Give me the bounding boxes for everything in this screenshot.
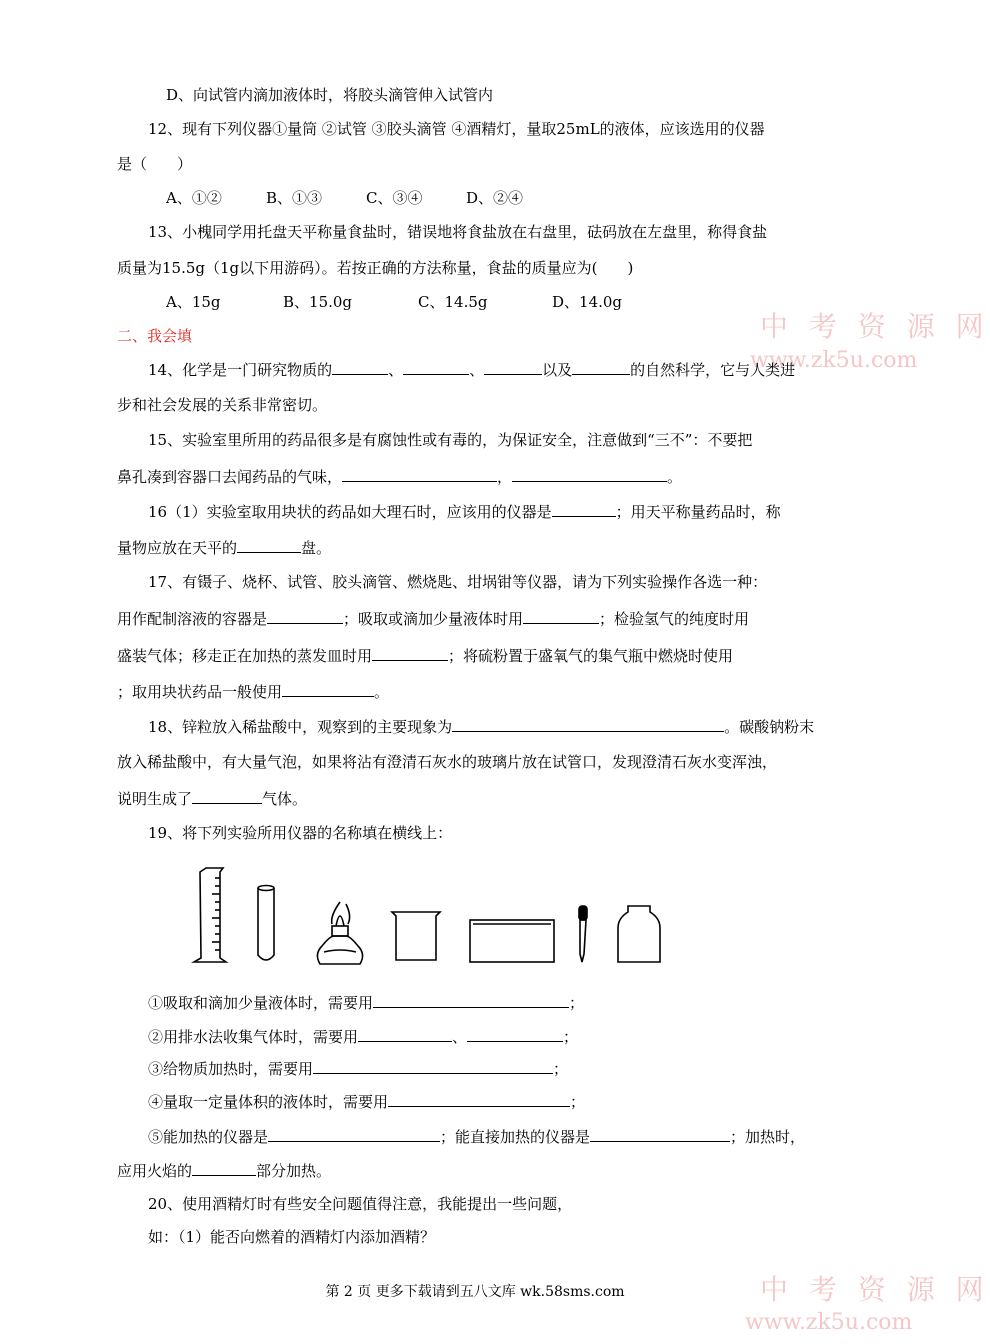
q15-text-1: 鼻孔凑到容器口去闻药品的气味，	[117, 468, 343, 486]
q14-blank-3[interactable]	[484, 359, 542, 375]
page-footer: 第 2 页 更多下载请到五八文库 wk.58sms.com	[325, 1284, 625, 1300]
graduated-cylinder-icon	[194, 868, 226, 962]
q17-blank-1[interactable]	[267, 608, 343, 624]
q12-stem-line2: 是（ ）	[117, 155, 193, 173]
q16-text-4: 盘。	[301, 539, 332, 557]
q19-end-4: ；	[570, 1093, 586, 1111]
q12-option-c: C、③④	[366, 189, 423, 207]
q19-end-3: ；	[553, 1060, 569, 1078]
q17-text-3: ；检验氢气的纯度时用	[599, 610, 750, 628]
alcohol-lamp-icon	[317, 902, 362, 964]
q19-item2	[148, 1026, 578, 1047]
q16-text-2: ；用天平称量药品时，称	[615, 503, 781, 521]
q19-text-2: ②用排水法收集气体时，需要用	[148, 1028, 359, 1046]
q15-line1: 15、实验室里所用的药品很多是有腐蚀性或有毒的，为保证安全，注意做到“三不”：不要把	[148, 431, 753, 449]
q12-option-d: D、②④	[466, 189, 524, 207]
q20-line2: 如：（1）能否向燃着的酒精灯内添加酒精？	[148, 1228, 436, 1246]
q17-text-5: ；将硫粉置于盛氧气的集气瓶中燃烧时使用	[448, 647, 734, 665]
q19-sep-2: 、	[452, 1028, 468, 1046]
q18-blank-1[interactable]	[452, 716, 724, 732]
q12-option-b: B、①③	[266, 189, 323, 207]
q15-blank-1[interactable]	[342, 466, 497, 482]
q16-blank-1[interactable]	[552, 501, 616, 517]
test-tube-icon	[258, 886, 274, 961]
q19-blank-8[interactable]	[192, 1160, 256, 1176]
q20-line1: 20、使用酒精灯时有些安全问题值得注意，我能提出一些问题，	[148, 1195, 573, 1213]
q14-text-3: 的自然科学，它与人类进	[630, 361, 796, 379]
q19-blank-4[interactable]	[313, 1058, 553, 1074]
q14-text-2: 以及	[542, 361, 573, 379]
q17-text-6: ；取用块状药品一般使用	[117, 683, 283, 701]
q13-stem-line2: 质量为15.5g（1g以下用游码）。若按正确的方法称量，食盐的质量应为( )	[117, 259, 634, 277]
watermark-bottom-cn: 中 考 资 源 网	[760, 1273, 990, 1306]
beaker-icon	[392, 912, 440, 960]
q18-text-3: 说明生成了	[117, 790, 193, 808]
q19-end-2: ；	[563, 1028, 579, 1046]
q13-options	[166, 292, 622, 312]
q16-line2	[117, 537, 331, 558]
q12-stem-line1: 12、现有下列仪器①量筒 ②试管 ③胶头滴管 ④酒精灯，量取25mL的液体，应该选用的仪器	[148, 120, 765, 138]
q19-text-3: ③给物质加热时，需要用	[148, 1060, 314, 1078]
q16-text-3: 量物应放在天平的	[117, 539, 238, 557]
q13-option-c: C、14.5g	[418, 293, 488, 311]
q19-text-9: 部分加热。	[256, 1162, 332, 1180]
q19-text-4: ④量取一定量体积的液体时，需要用	[148, 1093, 389, 1111]
q17-line4	[117, 681, 389, 702]
q15-line2	[117, 466, 682, 487]
q13-stem-line1: 13、小槐同学用托盘天平称量食盐时，错误地将食盐放在右盘里，砝码放在左盘里，称得食盐	[148, 223, 768, 241]
q18-line3	[117, 788, 307, 809]
q19-end-1: ；	[569, 994, 585, 1012]
apparatus-illustration	[190, 858, 670, 968]
q15-sep: ，	[497, 468, 513, 486]
q18-blank-2[interactable]	[192, 788, 262, 804]
q14-line1	[148, 359, 795, 380]
q19-blank-6[interactable]	[268, 1126, 440, 1142]
q15-blank-2[interactable]	[512, 466, 667, 482]
q19-text-5: ⑤能加热的仪器是	[148, 1128, 269, 1146]
q14-sep-2: 、	[469, 361, 485, 379]
q11-option-d: D、向试管内滴加液体时，将胶头滴管伸入试管内	[166, 86, 494, 104]
q17-text-1: 用作配制溶液的容器是	[117, 610, 268, 628]
q19-item3	[148, 1058, 568, 1079]
q18-text-4: 气体。	[262, 790, 308, 808]
q19-blank-3[interactable]	[467, 1026, 563, 1042]
q19-blank-1[interactable]	[373, 992, 569, 1008]
watermark-bottom-url: www.zk5u.com	[745, 1310, 913, 1335]
q19-blank-5[interactable]	[388, 1091, 570, 1107]
q19-stem: 19、将下列实验所用仪器的名称填在横线上：	[148, 824, 453, 842]
q19-item4	[148, 1091, 585, 1112]
q14-text-1: 14、化学是一门研究物质的	[148, 361, 333, 379]
q18-text-1: 18、锌粒放入稀盐酸中，观察到的主要现象为	[148, 718, 453, 736]
q17-blank-4[interactable]	[282, 681, 374, 697]
q18-text-2: 。碳酸钠粉末	[724, 718, 815, 736]
q18-line2: 放入稀盐酸中，有大量气泡，如果将沾有澄清石灰水的玻璃片放在试管口，发现澄清石灰水变浑浊，	[117, 753, 778, 771]
q19-blank-7[interactable]	[590, 1126, 730, 1142]
q14-blank-1[interactable]	[332, 359, 388, 375]
q17-text-7: 。	[374, 683, 390, 701]
q14-blank-2[interactable]	[403, 359, 469, 375]
gas-bottle-icon	[618, 906, 660, 962]
section-title: 二、我会填	[117, 327, 193, 345]
q18-line1	[148, 716, 814, 737]
water-trough-icon	[470, 920, 554, 962]
q12-options	[166, 188, 523, 208]
q14-blank-4[interactable]	[572, 359, 630, 375]
q19-item5-line2	[117, 1160, 331, 1181]
q19-item1	[148, 992, 584, 1013]
q15-end: 。	[667, 468, 683, 486]
q14-line2: 步和社会发展的关系非常密切。	[117, 396, 328, 414]
q17-blank-3[interactable]	[372, 645, 448, 661]
q17-line3	[117, 645, 733, 666]
q19-text-7: ；加热时，	[730, 1128, 806, 1146]
watermark-top-url: www.zk5u.com	[750, 348, 918, 373]
q19-blank-2[interactable]	[358, 1026, 452, 1042]
q14-sep-1: 、	[388, 361, 404, 379]
q17-line2	[117, 608, 749, 629]
q17-text-2: ；吸取或滴加少量液体时用	[343, 610, 524, 628]
q17-line1: 17、有镊子、烧杯、试管、胶头滴管、燃烧匙、坩埚钳等仪器，请为下列实验操作各选一种：	[148, 573, 768, 591]
q13-option-d: D、14.0g	[552, 293, 623, 311]
q19-text-6: ；能直接加热的仪器是	[440, 1128, 591, 1146]
q19-text-1: ①吸取和滴加少量液体时，需要用	[148, 994, 374, 1012]
q16-blank-2[interactable]	[237, 537, 301, 553]
watermark-top-cn: 中 考 资 源 网	[760, 310, 990, 343]
q19-item5	[148, 1126, 805, 1147]
dropper-icon	[579, 906, 587, 962]
q17-blank-2[interactable]	[523, 608, 599, 624]
q13-option-b: B、15.0g	[283, 293, 353, 311]
q16-text-1: 16（1）实验室取用块状的药品如大理石时，应该用的仪器是	[148, 503, 552, 521]
q16-line1	[148, 501, 781, 522]
q13-option-a: A、15g	[166, 293, 221, 311]
q17-text-4: 盛装气体；移走正在加热的蒸发皿时用	[117, 647, 373, 665]
q12-option-a: A、①②	[166, 189, 222, 207]
q19-text-8: 应用火焰的	[117, 1162, 193, 1180]
